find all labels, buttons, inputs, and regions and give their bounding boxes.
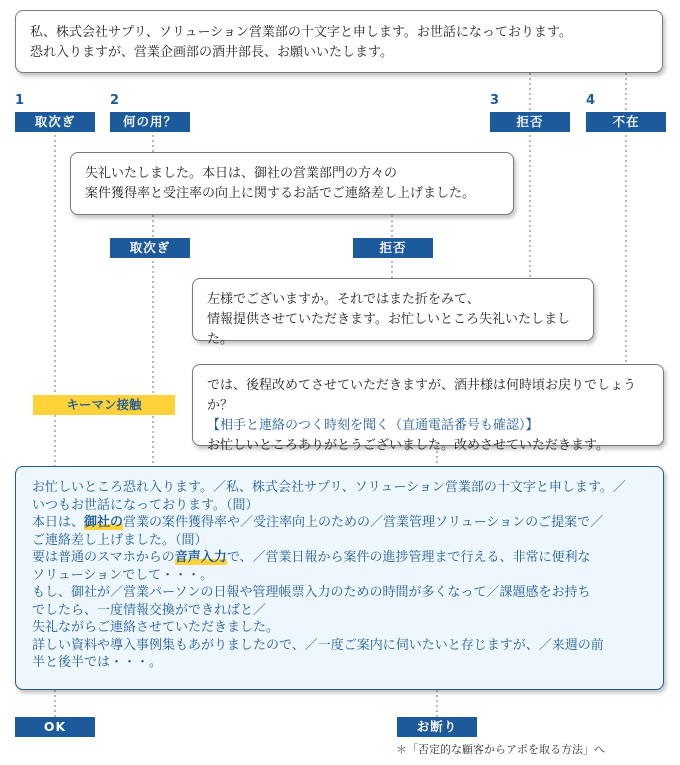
pitch-segment: 営業の案件獲得率や／受注率向上のための／営業管理ソリューションのご提案で／ (123, 515, 604, 530)
intro-box (15, 10, 663, 73)
outcome-tag-decline: お断り (397, 717, 477, 737)
pitch-line: ソリューションでして・・・。 (32, 567, 214, 583)
branch-tag-forward: 取次ぎ (15, 112, 95, 132)
footnote: ＊「否定的な顧客からアポを取る方法」へ (396, 743, 605, 756)
pitch-segment: 本日は、 (32, 515, 85, 530)
pitch-line: お忙しいところ恐れ入ります。／私、株式会社サプリ、ソリューション営業部の十文字と申します。／ (32, 480, 626, 495)
purpose-line-1: 失礼いたしました。本日は、御社の営業部門の方々の (85, 166, 398, 181)
pitch-line: いつもお世話になっております。（間） (32, 497, 259, 513)
branch-tag-refuse: 拒否 (490, 112, 570, 132)
pitch-line (32, 549, 647, 567)
purpose-tag-forward: 取次ぎ (110, 238, 190, 258)
intro-line-2: 恐れ入りますが、営業企画部の酒井部長、お願いいたします。 (30, 45, 393, 60)
branch-tag-absent: 不在 (586, 112, 666, 132)
pitch-line: 失礼ながらご連絡させていただきました。 (32, 620, 280, 635)
pitch-highlight-voice-input: 音声入力 (174, 550, 227, 565)
purpose-tag-refuse: 拒否 (353, 238, 433, 258)
purpose-line-2: 案件獲得率と受注率の向上に関するお話でご連絡差し上げました。 (85, 186, 476, 201)
absent-box (192, 364, 664, 453)
pitch-line: 詳しい資料や導入事例集もあがりましたので、／一度ご案内に伺いたいと存じますが、／来週の前 (32, 637, 604, 653)
pitch-highlight-your-company: 御社の (84, 515, 124, 530)
refusal-line-1: 左様でございますか。それではまた折をみて、 (207, 292, 480, 307)
pitch-segment: 要は普通のスマホからの (32, 550, 175, 565)
keyman-contact-label: キーマン接触 (33, 395, 175, 415)
branch-number-2: 2 (110, 93, 120, 108)
purpose-box (70, 152, 514, 215)
absent-line-2: 【相手と連絡のつく時刻を聞く（直通電話番号も確認）】 (207, 418, 539, 433)
branch-number-4: 4 (586, 93, 596, 108)
intro-line-1: 私、株式会社サプリ、ソリューション営業部の十文字と申します。お世話になっております。 (30, 25, 572, 40)
branch-number-3: 3 (490, 93, 500, 108)
outcome-tag-ok: OK (15, 717, 95, 737)
pitch-box (15, 466, 664, 690)
branch-tag-what-for: 何の用？ (110, 112, 190, 132)
absent-line-3: お忙しいところありがとうございました。改めさせていただきます。 (207, 438, 609, 453)
refusal-line-2: 情報提供させていただきます。お忙しいところ失礼いたしました。 (207, 312, 570, 347)
pitch-line: 半と後半では・・・。 (32, 655, 163, 670)
pitch-segment: で、／営業日報から案件の進捗管理まで行える、非常に便利な (226, 550, 591, 565)
absent-line-1: では、後程改めてさせていただきますが、酒井様は何時頃お戻りでしょうか？ (207, 378, 637, 413)
pitch-line: でしたら、一度情報交換ができればと／ (32, 602, 267, 618)
pitch-line: ご連絡差し上げました。（間） (32, 532, 208, 548)
refusal-box (192, 278, 594, 347)
pitch-line (32, 514, 647, 532)
branch-number-1: 1 (15, 93, 25, 108)
pitch-line: もし、御社が／営業パーソンの日報や管理帳票入力のための時間が多くなって／課題感をお持ち (32, 585, 591, 600)
